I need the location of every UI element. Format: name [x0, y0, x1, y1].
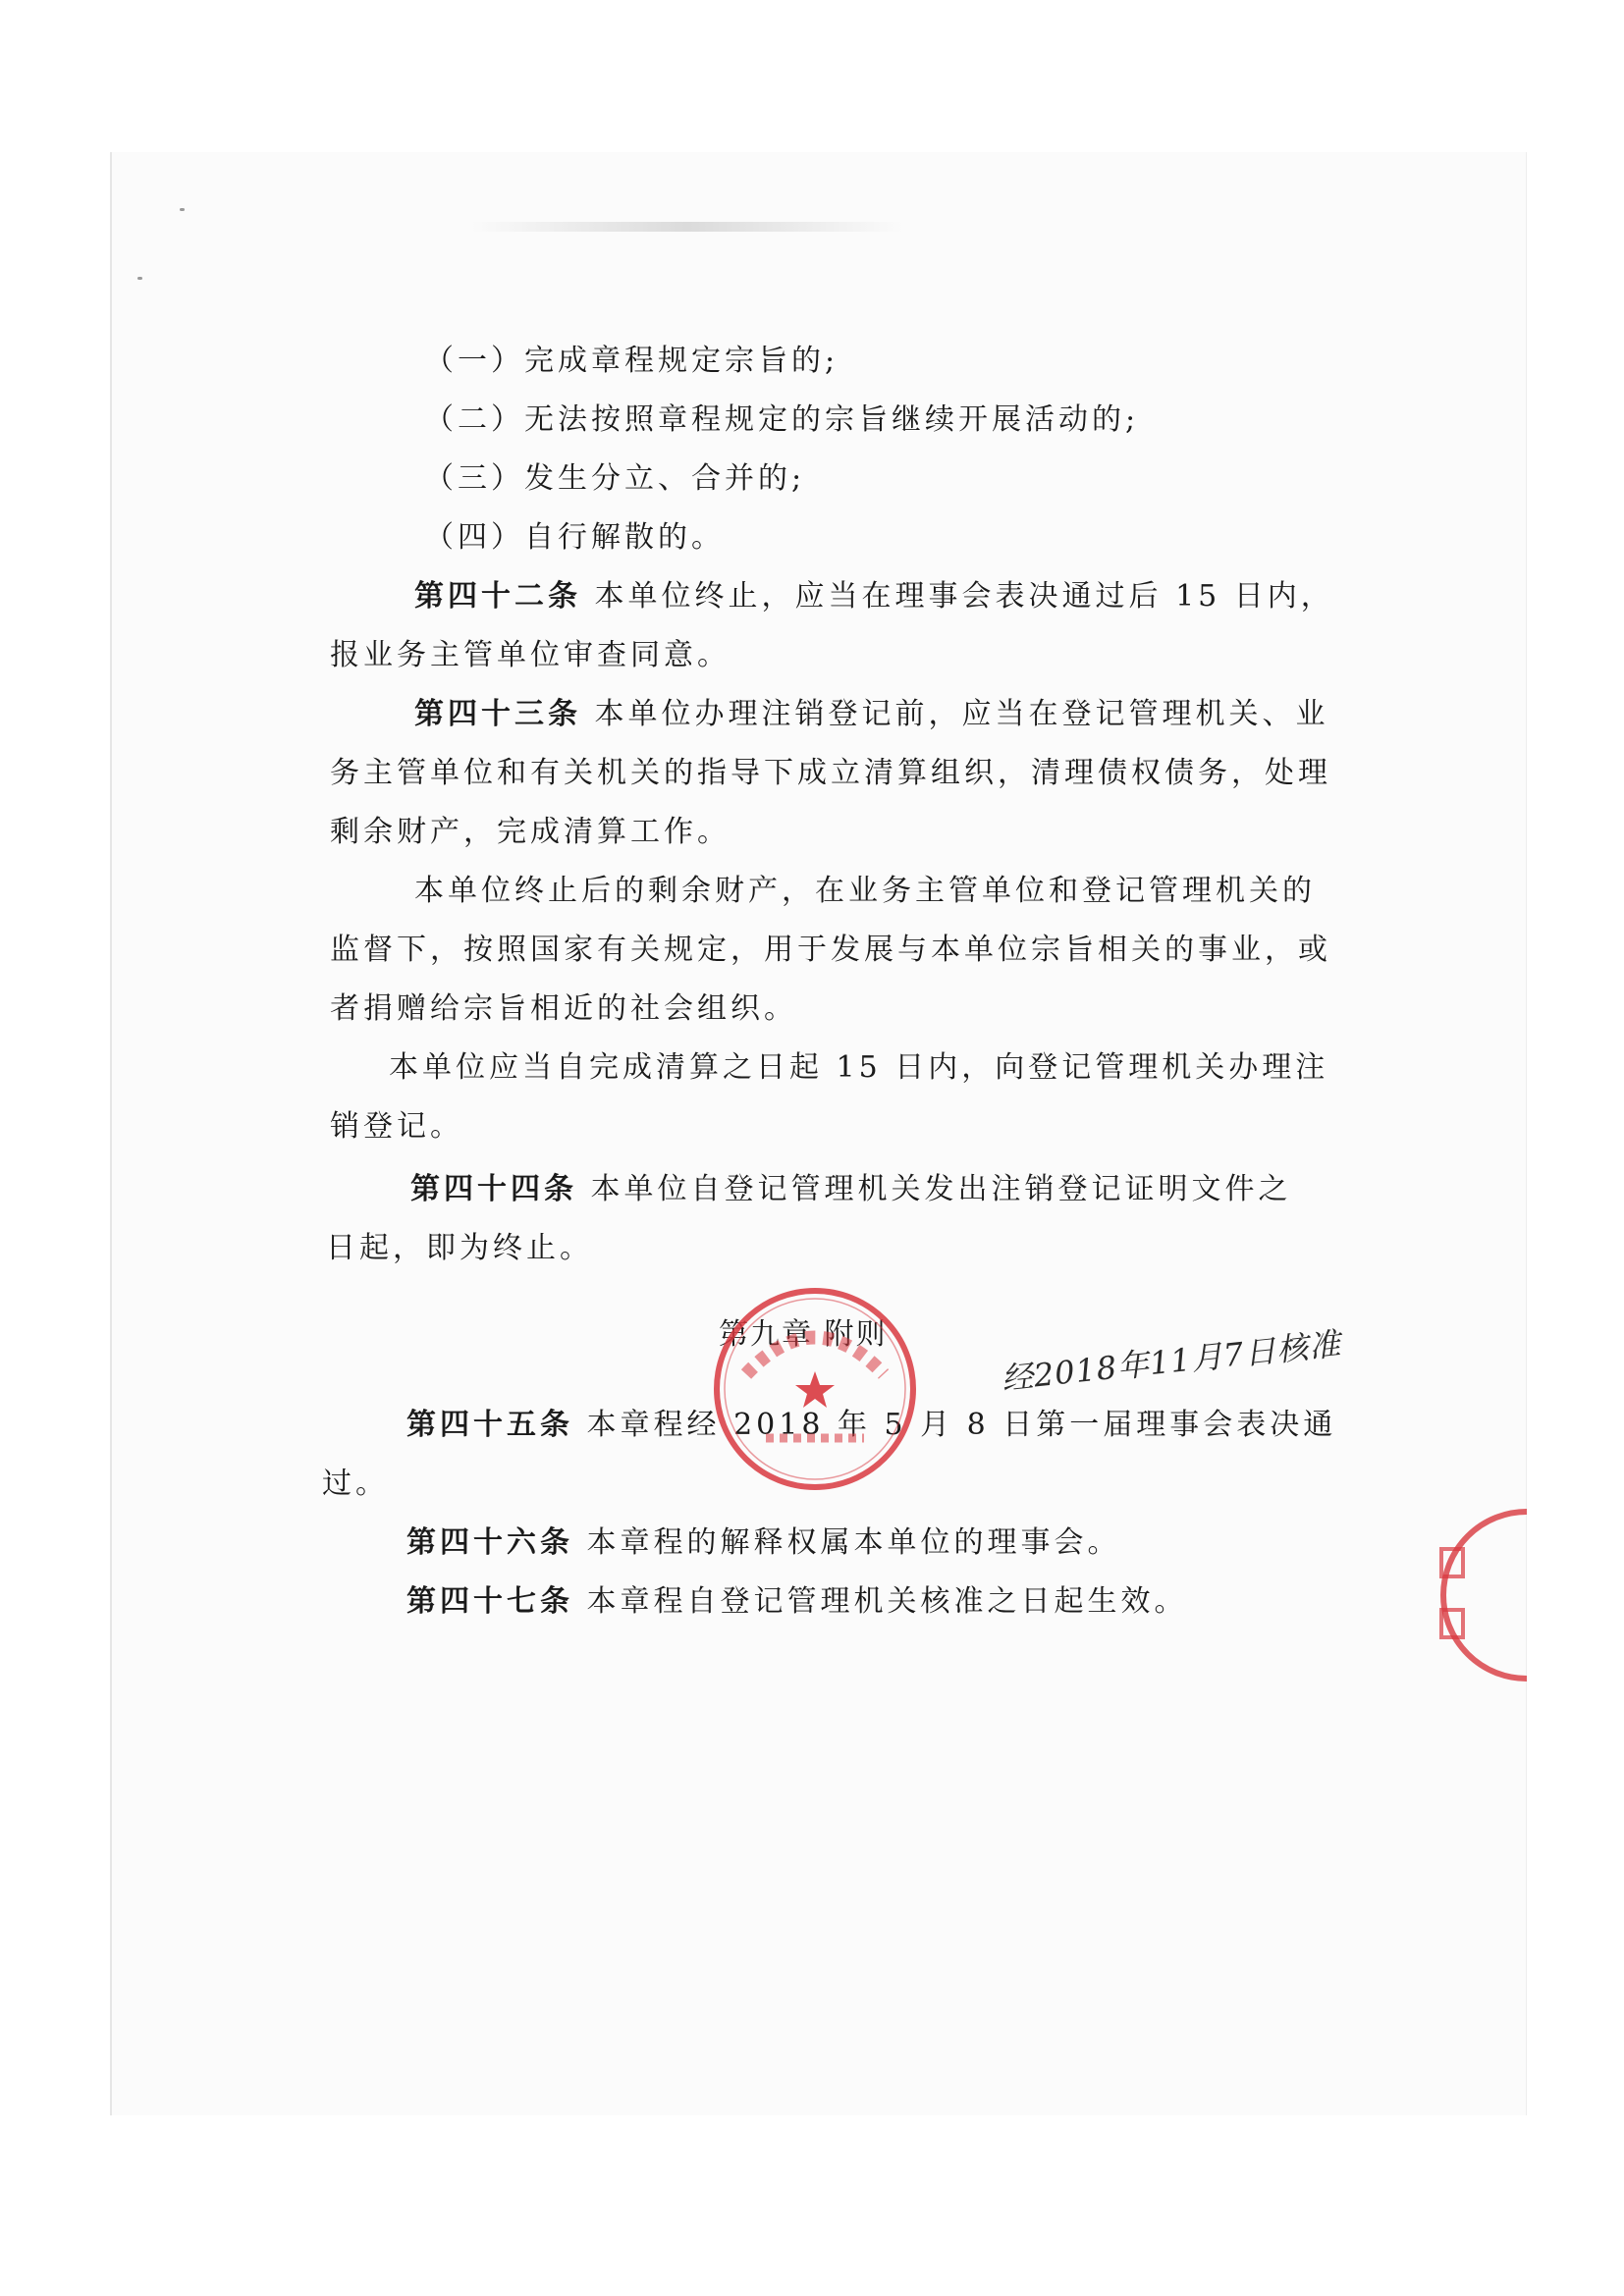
article-text: 本单位终止，应当在理事会表决通过后 15 日内，: [594, 579, 1334, 614]
article-text: 报业务主管单位审查同意。: [330, 638, 731, 672]
article-47: [406, 1582, 1188, 1622]
article-text: 剩余财产，完成清算工作。: [330, 815, 731, 849]
handwritten-note: 经2018年11月7日核准: [1000, 1324, 1343, 1398]
official-seal-icon: [707, 1281, 923, 1497]
article-label: 第四十六条: [406, 1525, 573, 1560]
article-text: 本章程经 2018 年 5 月 8 日第一届理事会表决通: [586, 1408, 1337, 1442]
list-item: （四）自行解散的。: [424, 520, 725, 555]
list-item: （一）完成章程规定宗旨的;: [424, 344, 839, 378]
article-44: [410, 1170, 1292, 1209]
article-text: 本单位自登记管理机关发出注销登记证明文件之: [590, 1172, 1292, 1206]
article-label: 第四十七条: [406, 1584, 573, 1619]
chapter-heading: 第九章 附则: [719, 1317, 888, 1352]
paragraph-text: 者捐赠给宗旨相近的社会组织。: [330, 991, 797, 1026]
article-label: 第四十二条: [414, 579, 581, 614]
article-label: 第四十五条: [406, 1408, 573, 1442]
article-label: 第四十四条: [410, 1172, 577, 1206]
article-label: 第四十三条: [414, 697, 581, 731]
article-text: 本章程的解释权属本单位的理事会。: [586, 1525, 1121, 1560]
article-42: [414, 577, 1334, 616]
article-46: [406, 1523, 1121, 1563]
paragraph-text: 销登记。: [330, 1109, 463, 1144]
article-text: 本单位办理注销登记前，应当在登记管理机关、业: [594, 697, 1329, 731]
paragraph-text: 本单位应当自完成清算之日起 15 日内，向登记管理机关办理注: [389, 1050, 1329, 1085]
article-text: 本章程自登记管理机关核准之日起生效。: [586, 1584, 1188, 1619]
paragraph-text: 监督下，按照国家有关规定，用于发展与本单位宗旨相关的事业，或: [330, 933, 1331, 967]
article-text: 务主管单位和有关机关的指导下成立清算组织，清理债权债务，处理: [330, 756, 1331, 790]
list-item: （二）无法按照章程规定的宗旨继续开展活动的;: [424, 402, 1140, 437]
list-item: （三）发生分立、合并的;: [424, 461, 806, 496]
paragraph-text: 本单位终止后的剩余财产，在业务主管单位和登记管理机关的: [414, 874, 1316, 908]
article-43: [414, 695, 1329, 734]
partial-seal-icon: [1394, 1502, 1532, 1688]
article-text: 过。: [322, 1467, 389, 1501]
article-text: 日起，即为终止。: [326, 1231, 593, 1265]
